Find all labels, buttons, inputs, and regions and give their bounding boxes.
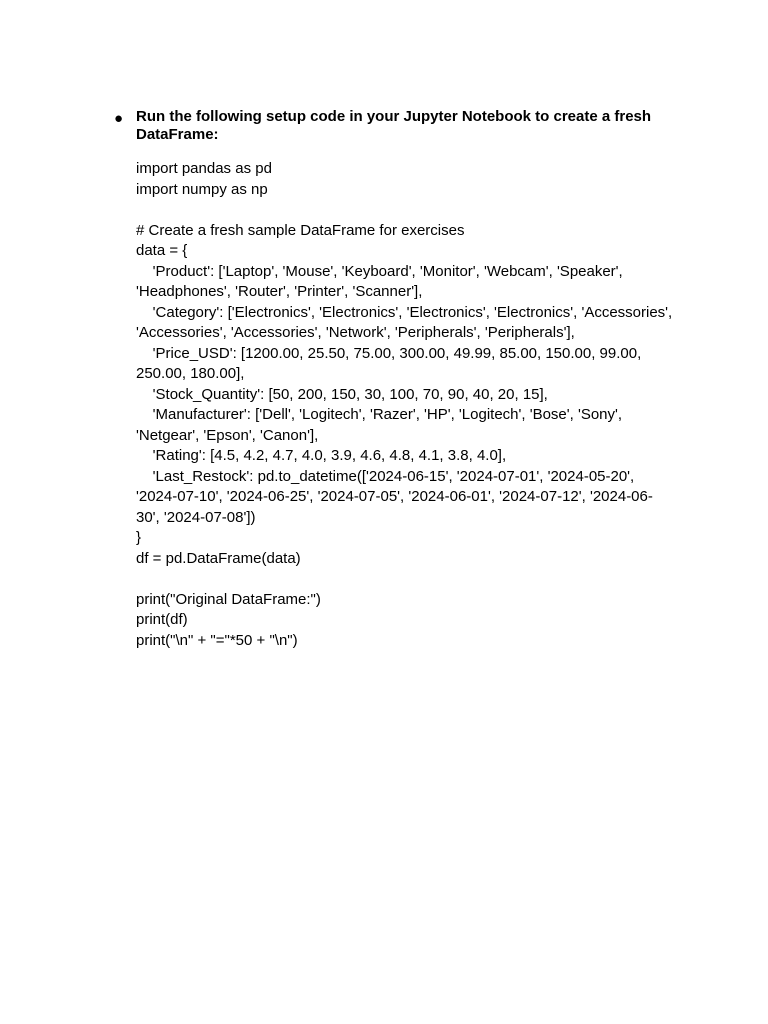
code-line: 'Stock_Quantity': [50, 200, 150, 30, 100, 70, 90, 40, 20, 15], bbox=[136, 385, 548, 403]
code-line: 'Category': ['Electronics', 'Electronics', 'Electronics', 'Electronics', 'Accessories', bbox=[136, 303, 673, 321]
code-line: 'Product': ['Laptop', 'Mouse', 'Keyboard', 'Monitor', 'Webcam', 'Speaker', bbox=[136, 262, 623, 280]
code-line: 'Rating': [4.5, 4.2, 4.7, 4.0, 3.9, 4.6, 4.8, 4.1, 3.8, 4.0], bbox=[136, 447, 507, 464]
code-line: 'Netgear', 'Epson', 'Canon'], bbox=[136, 426, 319, 444]
code-line: 30', '2024-07-08']) bbox=[136, 508, 256, 526]
code-line: # Create a fresh sample DataFrame for exercises bbox=[136, 221, 465, 239]
code-line: 250.00, 180.00], bbox=[136, 365, 245, 382]
code-line: 'Headphones', 'Router', 'Printer', 'Scanner'], bbox=[136, 283, 423, 300]
instruction-heading bbox=[136, 108, 674, 144]
code-line: df = pd.DataFrame(data) bbox=[136, 549, 301, 567]
code-line: print("\n" + "="*50 + "\n") bbox=[136, 631, 298, 649]
code-line: 'Price_USD': [1200.00, 25.50, 75.00, 300.00, 49.99, 85.00, 150.00, 99.00, bbox=[136, 344, 642, 362]
code-line: '2024-07-10', '2024-06-25', '2024-07-05', '2024-06-01', '2024-07-12', '2024-06- bbox=[136, 488, 653, 505]
code-line: import numpy as np bbox=[136, 180, 268, 198]
code-line bbox=[136, 569, 696, 590]
code-line: 'Last_Restock': pd.to_datetime(['2024-06-15', '2024-07-01', '2024-05-20', bbox=[136, 467, 635, 485]
instruction-heading-line-2: DataFrame: bbox=[136, 126, 219, 143]
code-line: 'Accessories', 'Accessories', 'Network', 'Peripherals', 'Peripherals'], bbox=[136, 324, 575, 341]
code-line: 'Manufacturer': ['Dell', 'Logitech', 'Razer', 'HP', 'Logitech', 'Bose', 'Sony', bbox=[136, 406, 623, 423]
code-line bbox=[136, 200, 696, 221]
code-line: } bbox=[136, 529, 142, 546]
code-line: print("Original DataFrame:") bbox=[136, 590, 321, 608]
bullet-icon: ● bbox=[114, 110, 124, 127]
instruction-heading-line-1: Run the following setup code in your Jupyter Notebook to create a fresh bbox=[136, 108, 652, 125]
setup-code-block bbox=[136, 159, 696, 651]
code-line: print(df) bbox=[136, 611, 188, 628]
code-line: import pandas as pd bbox=[136, 160, 272, 177]
code-line: data = { bbox=[136, 242, 188, 259]
